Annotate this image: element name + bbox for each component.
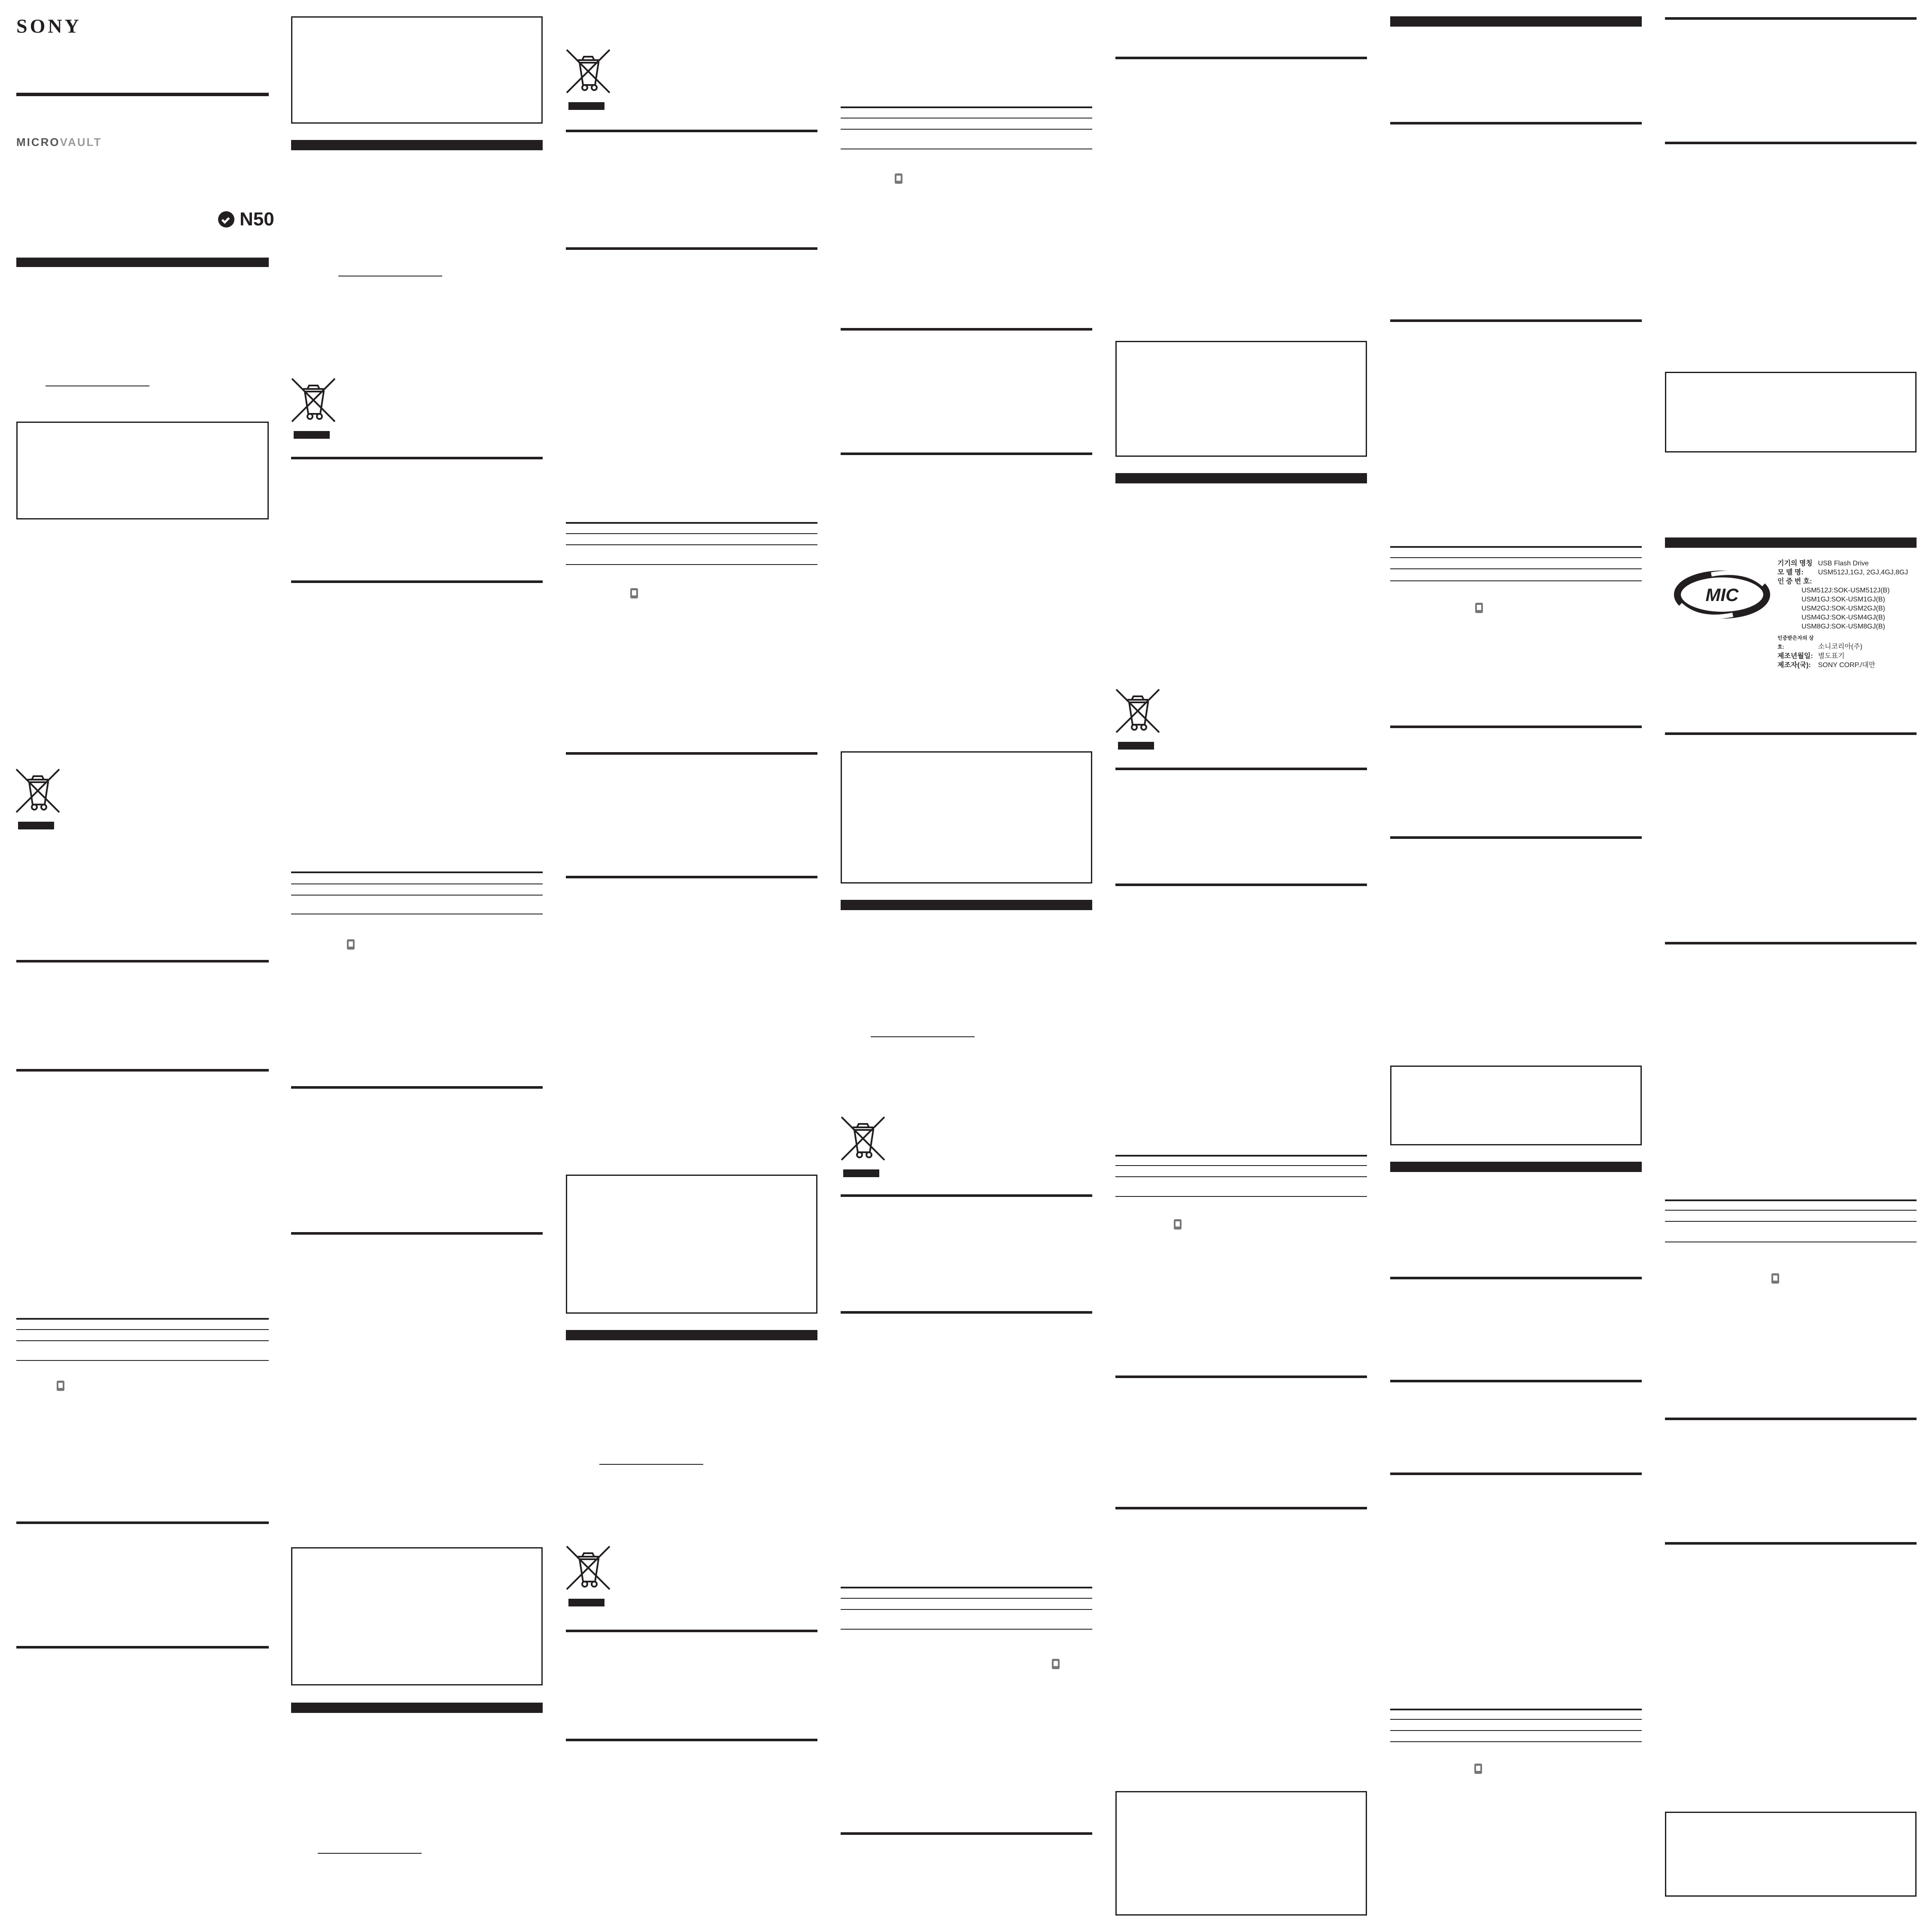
section-rule	[1390, 1277, 1642, 1279]
section-rule	[16, 1069, 269, 1072]
underline	[599, 1464, 703, 1465]
table-rule	[1390, 1719, 1642, 1720]
table-rule	[1665, 1221, 1917, 1222]
table-rule	[1390, 1741, 1642, 1742]
table-rule	[841, 1609, 1092, 1610]
small-tag-icon	[1473, 601, 1485, 616]
section-header-bar	[1390, 16, 1642, 27]
small-tag-icon	[1172, 1218, 1184, 1232]
small-tag-icon	[1050, 1657, 1062, 1672]
notice-box	[291, 16, 543, 124]
table-rule	[566, 544, 817, 545]
section-header-bar	[291, 1703, 543, 1713]
section-header-bar	[1665, 537, 1917, 548]
underline	[871, 1036, 975, 1037]
section-rule	[1390, 1380, 1642, 1382]
section-rule	[566, 247, 817, 250]
section-rule	[1115, 57, 1367, 59]
section-rule	[566, 1739, 817, 1741]
table-rule	[1390, 568, 1642, 569]
section-rule	[1115, 1375, 1367, 1378]
section-rule	[291, 580, 543, 583]
section-rule	[291, 1086, 543, 1089]
section-rule	[1390, 1473, 1642, 1475]
crossed-out-wheelie-bin-icon	[840, 1114, 887, 1179]
mic-certification-logo	[1673, 567, 1771, 622]
table-rule	[16, 1329, 269, 1330]
small-tag-icon	[1770, 1272, 1782, 1286]
table-rule	[566, 522, 817, 524]
section-rule	[1115, 1507, 1367, 1509]
section-rule	[1390, 122, 1642, 124]
table-rule	[291, 871, 543, 873]
table-rule	[1390, 546, 1642, 548]
table-rule	[566, 533, 817, 534]
crossed-out-wheelie-bin-icon	[290, 376, 337, 440]
table-rule	[841, 1598, 1092, 1599]
section-rule	[566, 752, 817, 755]
small-tag-icon	[893, 172, 905, 186]
notice-box	[1665, 372, 1917, 452]
section-rule	[16, 1646, 269, 1649]
table-rule	[1115, 1196, 1367, 1197]
small-tag-icon	[345, 938, 357, 952]
section-rule	[1390, 726, 1642, 728]
mic-row: 인 증 번 호:	[1777, 578, 1812, 585]
table-rule	[16, 1360, 269, 1361]
table-rule	[291, 895, 543, 896]
mic-row: 제조자(국): SONY CORP./대만	[1777, 662, 1875, 669]
mic-code: USM1GJ:SOK-USM1GJ(B)	[1801, 596, 1885, 603]
section-rule	[841, 1311, 1092, 1314]
mic-code: USM8GJ:SOK-USM8GJ(B)	[1801, 623, 1885, 630]
table-rule	[16, 1318, 269, 1320]
crossed-out-wheelie-bin-icon	[1115, 687, 1162, 751]
table-rule	[841, 1587, 1092, 1588]
section-header-bar	[291, 140, 543, 150]
section-rule	[1390, 319, 1642, 322]
section-rule	[1665, 1542, 1917, 1545]
underline	[318, 1853, 422, 1854]
section-rule	[841, 1194, 1092, 1197]
section-header-bar	[1115, 473, 1367, 483]
section-header-bar	[16, 258, 269, 267]
section-rule	[291, 1232, 543, 1235]
sony-logo: SONY	[16, 15, 82, 37]
table-rule	[1390, 1709, 1642, 1710]
section-header-bar	[841, 900, 1092, 910]
crossed-out-wheelie-bin-icon	[15, 767, 62, 831]
section-rule	[841, 1832, 1092, 1835]
section-rule	[1665, 732, 1917, 735]
table-rule	[1665, 1199, 1917, 1201]
section-rule	[291, 457, 543, 459]
c-tick-icon	[218, 211, 234, 228]
microvault-logo: MICROVAULT	[16, 136, 102, 149]
section-rule	[841, 452, 1092, 455]
crossed-out-wheelie-bin-icon	[565, 47, 612, 112]
section-rule	[1665, 142, 1917, 144]
mic-row: 기기의 명칭 USB Flash Drive	[1777, 560, 1869, 567]
notice-box	[1115, 1791, 1367, 1916]
mic-code: USM2GJ:SOK-USM2GJ(B)	[1801, 605, 1885, 612]
table-rule	[1115, 1165, 1367, 1166]
section-rule	[1665, 1418, 1917, 1420]
notice-box	[1115, 341, 1367, 457]
table-rule	[566, 564, 817, 565]
section-rule	[1115, 884, 1367, 886]
section-rule	[1115, 768, 1367, 770]
section-rule	[566, 1630, 817, 1632]
section-header-bar	[566, 1330, 817, 1340]
section-rule	[1390, 836, 1642, 839]
section-rule	[16, 960, 269, 962]
small-tag-icon	[629, 586, 641, 601]
table-rule	[841, 129, 1092, 130]
section-rule	[16, 93, 269, 96]
crossed-out-wheelie-bin-icon	[565, 1544, 612, 1608]
table-rule	[841, 106, 1092, 108]
mic-row: 제조년월일: 별도표기	[1777, 653, 1845, 660]
mic-logo-text: MIC	[1705, 585, 1739, 605]
table-rule	[1665, 1210, 1917, 1211]
table-rule	[1390, 580, 1642, 581]
table-rule	[841, 1629, 1092, 1630]
section-header-bar	[1390, 1162, 1642, 1172]
small-tag-icon	[1473, 1762, 1485, 1776]
n50-certification-mark: N50	[218, 209, 274, 230]
section-rule	[16, 1521, 269, 1524]
table-rule	[1390, 1730, 1642, 1731]
notice-box	[1390, 1066, 1642, 1145]
mic-code: USM512J:SOK-USM512J(B)	[1801, 587, 1890, 594]
mic-code: USM4GJ:SOK-USM4GJ(B)	[1801, 614, 1885, 621]
notice-box	[566, 1175, 817, 1314]
notice-box	[1665, 1812, 1917, 1897]
section-rule	[1665, 942, 1917, 944]
section-rule	[1665, 17, 1917, 20]
mic-row: 모 델 명: USM512J,1GJ, 2GJ,4GJ,8GJ	[1777, 569, 1908, 576]
section-rule	[566, 876, 817, 878]
table-rule	[1115, 1155, 1367, 1157]
notice-box	[291, 1547, 543, 1685]
small-tag-icon	[55, 1379, 67, 1394]
mic-row: 인증받은자의 상호: 소니코리아(주)	[1777, 635, 1862, 650]
table-rule	[1115, 1176, 1367, 1177]
section-rule	[841, 328, 1092, 331]
mic-label-info	[1777, 559, 1908, 670]
table-rule	[16, 1340, 269, 1341]
section-rule	[566, 130, 817, 132]
notice-box	[16, 422, 269, 519]
notice-box	[841, 751, 1092, 884]
table-rule	[1390, 557, 1642, 558]
